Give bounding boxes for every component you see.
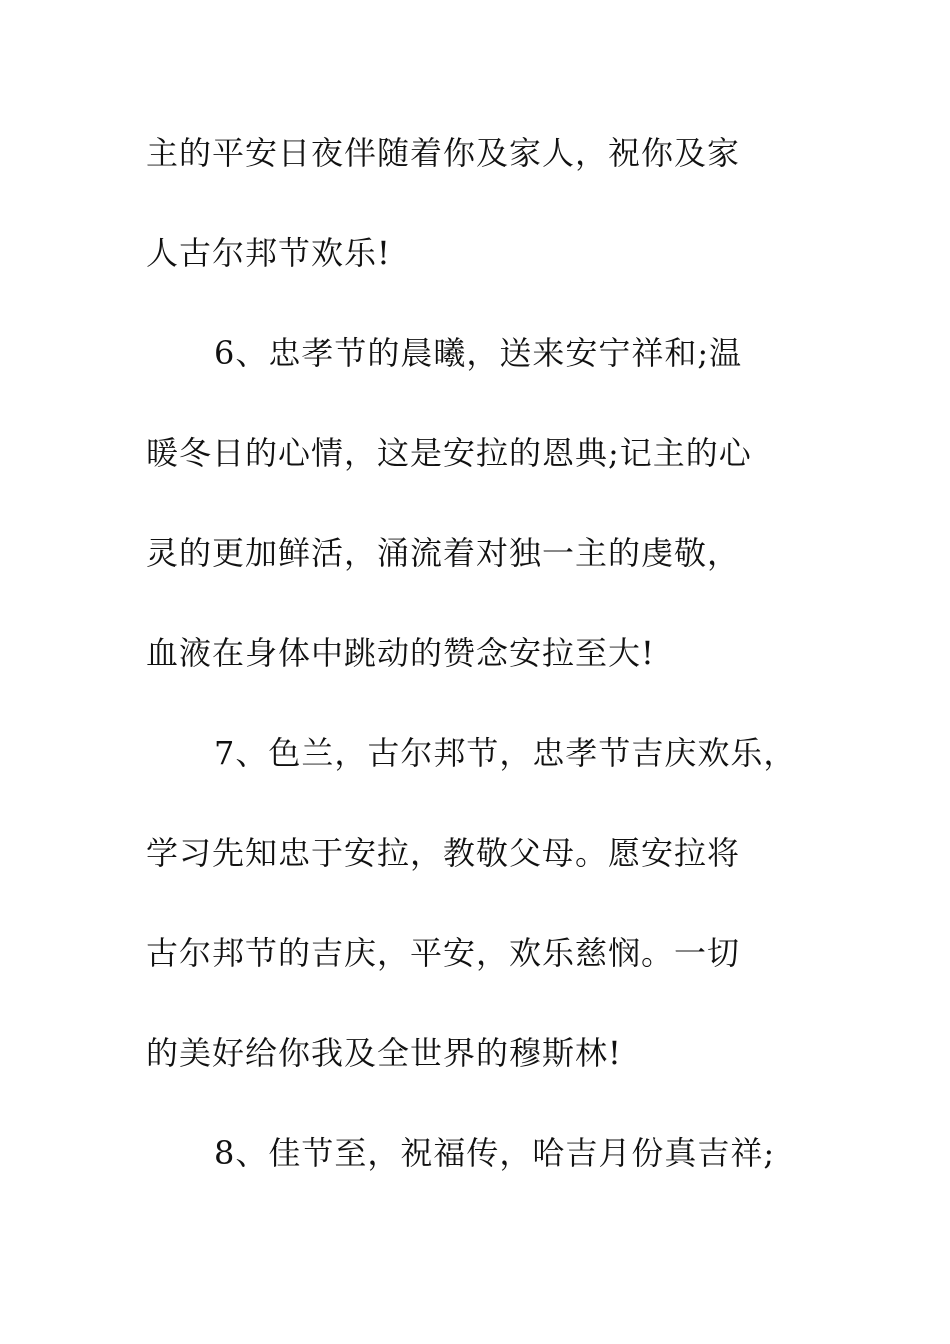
paragraph-8-start: 8、佳节至，祝福传，哈吉月份真吉祥; — [214, 1134, 776, 1172]
text-line: 学习先知忠于安拉，教敬父母。愿安拉将 — [146, 834, 741, 872]
text-line: 暖冬日的心情，这是安拉的恩典;记主的心 — [146, 434, 752, 472]
text-line: 血液在身体中跳动的赞念安拉至大! — [146, 634, 655, 672]
text-line: 灵的更加鲜活，涌流着对独一主的虔敬， — [146, 534, 741, 572]
text-line: 主的平安日夜伴随着你及家人，祝你及家 — [146, 134, 741, 172]
paragraph-7-start: 7、色兰，古尔邦节，忠孝节吉庆欢乐， — [214, 734, 797, 772]
paragraph-6-start: 6、忠孝节的晨曦，送来安宁祥和;温 — [214, 334, 743, 372]
text-line: 古尔邦节的吉庆，平安，欢乐慈悯。一切 — [146, 934, 741, 972]
text-line: 的美好给你我及全世界的穆斯林! — [146, 1034, 622, 1072]
text-line: 人古尔邦节欢乐! — [146, 234, 391, 272]
